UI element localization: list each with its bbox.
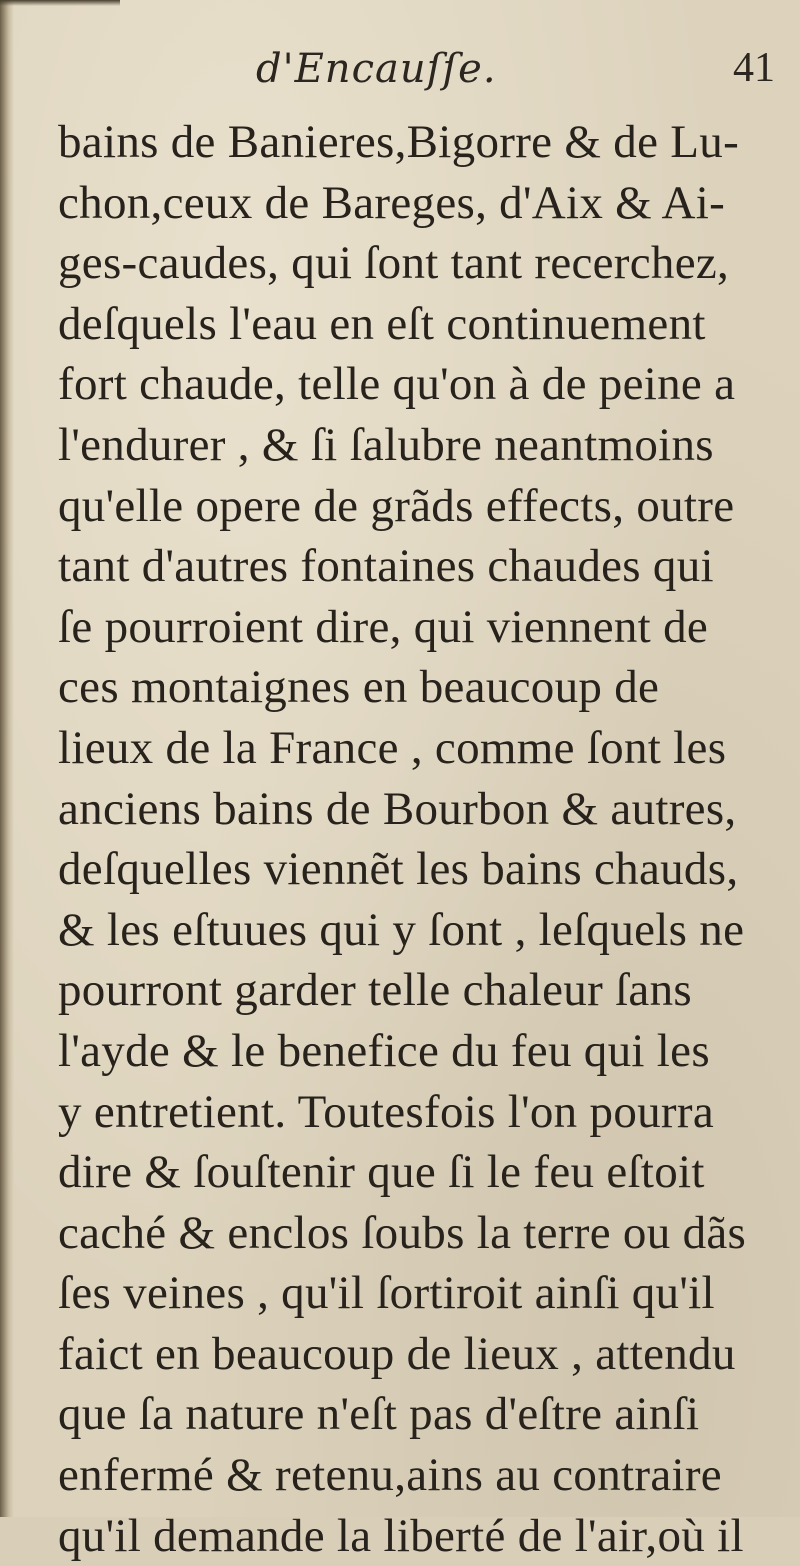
text-line: qu'il demande la liberté de l'air,où il xyxy=(58,1509,744,1562)
text-line: y entretient. Toutesfois l'on pourra xyxy=(58,1085,714,1138)
text-line: chon,ceux de Bareges, d'Aix & Ai- xyxy=(58,176,726,229)
text-line: l'endurer , & ſi ſalubre neantmoins xyxy=(58,418,714,471)
text-line: fort chaude, telle qu'on à de peine a xyxy=(58,358,736,411)
text-line: enfermé & retenu,ains au contraire xyxy=(58,1449,722,1502)
text-line: dire & ſouſtenir que ſi le feu eſtoit xyxy=(58,1146,705,1199)
text-line: bains de Banieres,Bigorre & de Lu- xyxy=(58,116,740,168)
gutter-shadow xyxy=(0,0,14,1517)
page-number: 41 xyxy=(733,45,775,91)
text-line: ſes veines , qu'il ſortiroit ainſi qu'il xyxy=(58,1267,715,1320)
body-text xyxy=(58,112,788,1566)
text-line: pourront garder telle chaleur ſans xyxy=(58,964,692,1017)
text-line: ſe pourroient dire, qui viennent de xyxy=(58,600,709,653)
text-line: que ſa nature n'eſt pas d'eſtre ainſi xyxy=(58,1388,700,1441)
page-edge xyxy=(0,0,120,6)
text-line: deſquelles viennẽt les bains chauds, xyxy=(58,843,739,896)
text-line: tant d'autres fontaines chaudes qui xyxy=(58,540,714,593)
text-line: anciens bains de Bourbon & autres, xyxy=(58,782,737,835)
text-line: faict en beaucoup de lieux , attendu xyxy=(58,1327,736,1380)
text-line: caché & enclos ſoubs la terre ou dãs xyxy=(58,1206,747,1259)
text-line: deſquels l'eau en eſt continuement xyxy=(58,297,706,350)
text-line: qu'elle opere de grãds effects, outre xyxy=(58,479,735,532)
text-line: ges-caudes, qui ſont tant recerchez, xyxy=(58,237,730,290)
text-line: lieux de la France , comme ſont les xyxy=(58,721,727,774)
page-header xyxy=(60,38,775,108)
text-line: & les eſtuues qui y ſont , leſquels ne xyxy=(58,903,745,956)
running-head: d'Encauſſe. xyxy=(256,46,497,92)
text-line: l'ayde & le benefice du feu qui les xyxy=(58,1024,710,1077)
text-line: ces montaignes en beaucoup de xyxy=(58,661,660,714)
